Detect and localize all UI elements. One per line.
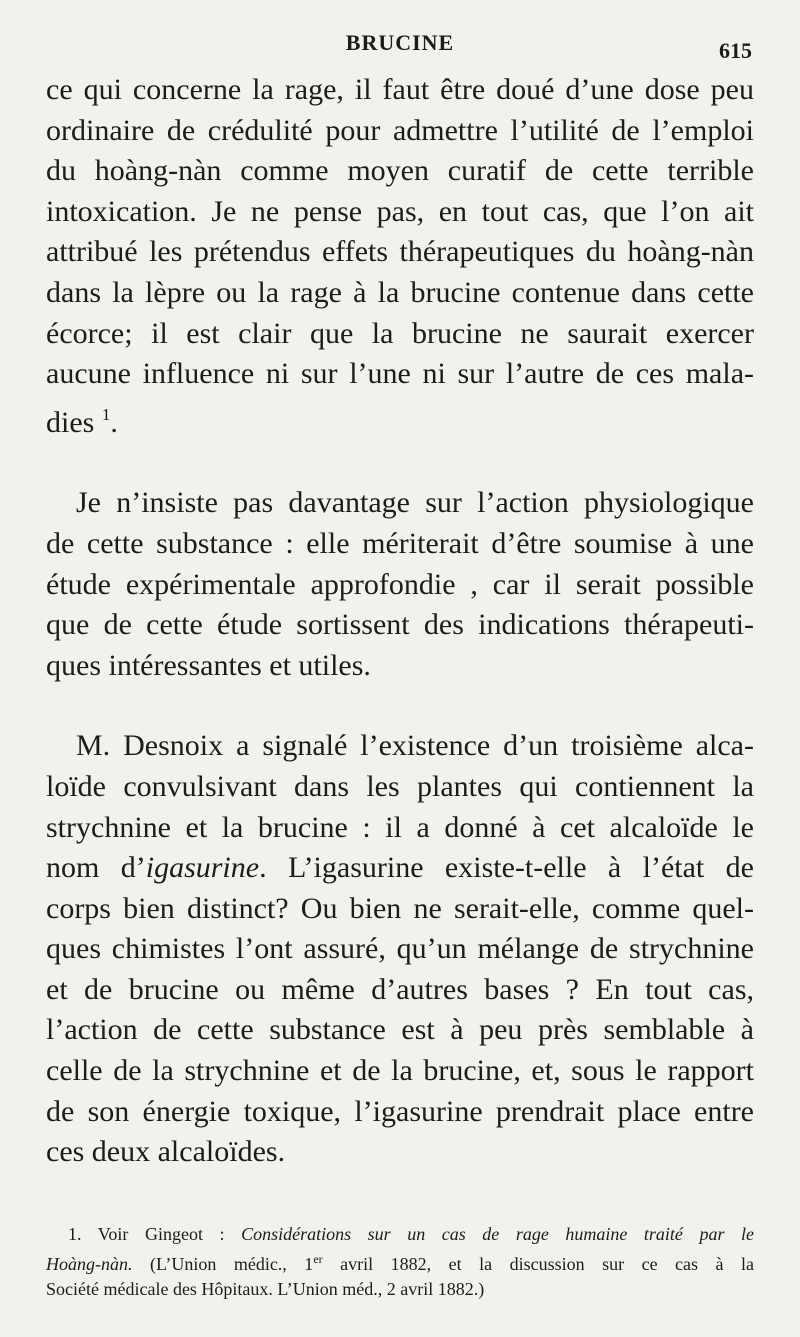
footnote-line (46, 1222, 754, 1247)
text-line: dans la lèpre ou la rage à la brucine contenue dans cette (46, 275, 754, 309)
paragraph-3 (46, 726, 754, 1173)
text-line: écorce; il est clair que la brucine ne saurait exercer (46, 316, 754, 350)
text-line: loïde convulsivant dans les plantes qui contiennent la (46, 769, 754, 803)
text-line: de cette substance : elle mériterait d’être soumise à une (46, 526, 754, 560)
footnote-line (46, 1247, 754, 1277)
page-number: 615 (719, 38, 752, 63)
italic-term: igasurine (145, 851, 260, 885)
text-line: Je n’insiste pas davantage sur l’action physiologique (76, 486, 754, 520)
text-line: M. Desnoix a signalé l’existence d’un troisième alca- (76, 729, 754, 763)
text-fragment: . L’igasurine existe-t-elle à l’état de (259, 851, 754, 885)
paragraph-2 (46, 483, 754, 686)
text-fragment: . (110, 405, 118, 439)
text-fragment: avril 1882, et la discussion sur ce cas à la (340, 1254, 755, 1274)
text-fragment: nom d’ (46, 851, 146, 885)
footnote-title: Considérations sur un cas de rage humaine traité par le (241, 1224, 755, 1244)
running-head: BRUCINE (345, 30, 455, 55)
text-line: aucune influence ni sur l’une ni sur l’autre de ces mala- (46, 357, 754, 391)
footnote-line: Société médicale des Hôpitaux. L’Union méd., 2 avril 1882.) (46, 1279, 485, 1299)
text-line (46, 848, 754, 889)
footnote (46, 1222, 754, 1302)
footnote-title: Hoàng-nàn. (46, 1254, 133, 1274)
paragraph-1 (46, 70, 754, 443)
text-line: ques intéressantes et utiles. (46, 648, 371, 682)
text-line (46, 395, 754, 444)
text-fragment: Voir Gingeot : (97, 1224, 225, 1244)
text-line: ce qui concerne la rage, il faut être doué d’une dose peu (46, 73, 754, 106)
text-line: strychnine et la brucine : il a donné à cet alcaloïde le (46, 810, 754, 844)
text-line: intoxication. Je ne pense pas, en tout cas, que l’on ait (46, 194, 754, 228)
text-line: du hoàng-nàn comme moyen curatif de cette terrible (46, 154, 754, 188)
text-fragment: dies (46, 405, 95, 439)
text-line: attribué les prétendus effets thérapeutiques du hoàng-nàn (46, 235, 754, 269)
text-line: ces deux alcaloïdes. (46, 1135, 286, 1169)
text-line: corps bien distinct? Ou bien ne serait-elle, comme quel- (46, 891, 754, 925)
footnote-number: 1. (68, 1224, 82, 1244)
text-fragment: (L’Union médic., 1 (150, 1254, 314, 1274)
page-header (0, 30, 800, 63)
text-line: que de cette étude sortissent des indications thérapeuti- (46, 608, 754, 642)
text-line: celle de la strychnine et de la brucine, et, sous le rapport (46, 1054, 754, 1088)
ordinal-superscript: er (313, 1252, 323, 1266)
text-line: l’action de cette substance est à peu près semblable à (46, 1013, 754, 1047)
body-text (46, 70, 754, 1173)
text-line: ordinaire de crédulité pour admettre l’utilité de l’emploi (46, 113, 754, 147)
footnote-reference: 1 (101, 404, 111, 424)
text-line: de son énergie toxique, l’igasurine prendrait place entre (46, 1094, 754, 1128)
text-line: étude expérimentale approfondie , car il serait possible (46, 567, 754, 601)
text-line: ques chimistes l’ont assuré, qu’un mélange de strychnine (46, 932, 754, 966)
text-line: et de brucine ou même d’autres bases ? En tout cas, (46, 972, 754, 1006)
